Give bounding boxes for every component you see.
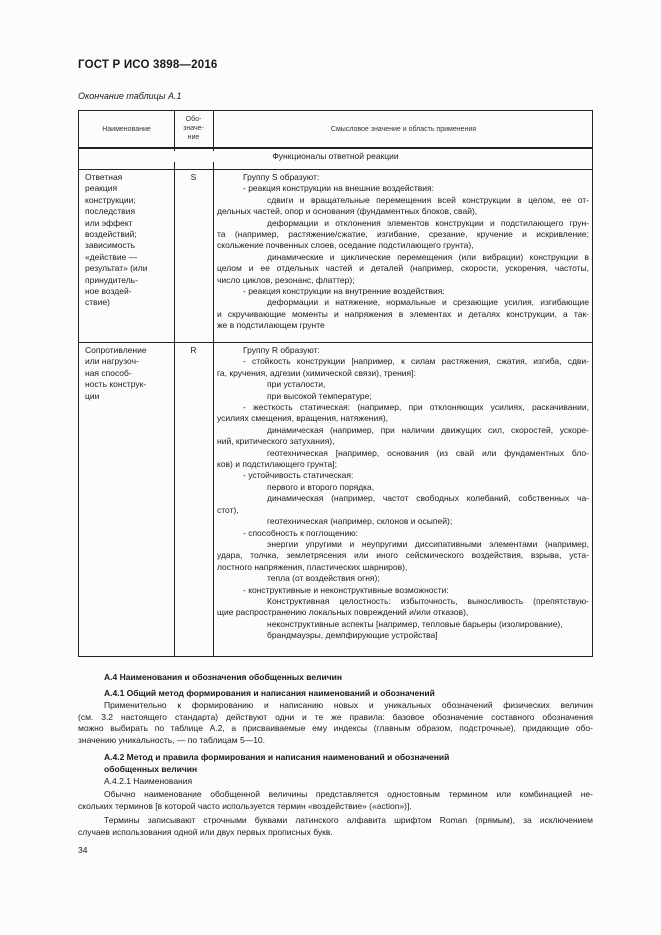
- meaning-line: геотехническая (например, склонов и осыпей);: [267, 516, 453, 527]
- name-line: зависимость: [85, 240, 136, 251]
- meaning-line: щие распространению локальных повреждений и/или отказов),: [217, 607, 469, 618]
- meaning-line: же в подстилающем грунте: [217, 320, 325, 331]
- name-line: воздействий;: [85, 229, 137, 240]
- column-divider: [213, 111, 214, 656]
- meaning-line: и скручивающие моменты и напряжения в элементах и деталях конструкции, а так-: [217, 308, 589, 319]
- meaning-line: - способность к поглощению:: [243, 527, 358, 538]
- meaning-line: дельных частей, опор и основания (фундаментных блоков, свай),: [217, 206, 478, 217]
- row2-meaning: [217, 345, 589, 642]
- page-number: 34: [78, 845, 88, 855]
- name-line: ции: [85, 390, 100, 401]
- meaning-line: динамическая (например, частот свободных колебаний, собственных ча-: [267, 493, 589, 504]
- name-line: результат» (или: [85, 263, 148, 274]
- meaning-line: деформации и отклонения элементов конструкции и подстилающего грун-: [267, 217, 589, 228]
- meaning-line: деформации и натяжение, нормальные и срезающие усилия, изгибающие: [267, 297, 589, 308]
- meaning-line: энергии упругими и неупругими диссипативными элементами (например,: [267, 538, 589, 549]
- meaning-line: - реакция конструкции на внутренние воздействия:: [243, 286, 445, 297]
- text-line: можно выбирать по таблице А.2, а присваиваемые ему индексы (главным образом, подстрочные), придающие обо-: [78, 723, 593, 734]
- text-line: скольких терминов [в которой часто используется термин «воздействие» («action»)].: [78, 800, 412, 811]
- col-header-name: Наименование: [102, 126, 151, 133]
- meaning-line: число циклов, резонанс, флаттер);: [217, 274, 355, 285]
- col-header-symbol: Обо- значе- ние: [183, 116, 204, 141]
- name-line: конструкции;: [85, 194, 136, 205]
- paragraph-a41: [78, 700, 593, 746]
- meaning-line: ний, критического затухания),: [217, 436, 335, 447]
- meaning-line: - устойчивость статическая:: [243, 470, 354, 481]
- meaning-line: при высокой температуре;: [267, 390, 372, 401]
- text-line: значению уникальность, — по таблицам 5—10.: [78, 734, 266, 745]
- meaning-line: тепла (от воздействия огня);: [267, 573, 380, 584]
- row2-name: [85, 345, 171, 402]
- text-line: (см. 3.2 настоящего стандарта) действуют одни и те же правила: базовое обозначение составного обозначения: [78, 711, 593, 722]
- section-heading-a41: А.4.1 Общий метод формирования и написания наименований и обозначений: [104, 688, 435, 698]
- section-divider: [79, 169, 592, 170]
- row1-name: [85, 172, 171, 309]
- text-line: случаев использования одной или двух первых прописных букв.: [78, 826, 333, 837]
- header-divider: [79, 147, 592, 149]
- name-line: ствие): [85, 297, 110, 308]
- text-line: Термины записывают строчными буквами латинского алфавита шрифтом Roman (прямым), за исключением: [104, 815, 593, 825]
- meaning-line: скольжение почвенных слоев, оседание подстилающего грунта),: [217, 240, 474, 251]
- name-line: ность конструк-: [85, 379, 147, 390]
- section-heading-a4: А.4 Наименования и обозначения обобщенных величин: [104, 672, 343, 682]
- paragraph-names: [78, 789, 593, 812]
- meaning-line: удара, толчка, землетрясения или иного сейсмического воздействия, взрыва, уста-: [217, 550, 589, 561]
- meaning-line: при усталости,: [267, 379, 326, 390]
- meaning-line: Группу S образуют:: [243, 172, 320, 182]
- column-divider: [174, 111, 175, 656]
- name-line: принудитель-: [85, 274, 138, 285]
- name-line: ная способ-: [85, 367, 132, 378]
- table-caption: Окончание таблицы А.1: [78, 91, 182, 101]
- meaning-line: динамические и циклические перемещения (или вибрации) конструкции в: [267, 251, 589, 262]
- text-line: Обычно наименование обобщенной величины представляется одностовным термином или комбинацией не-: [104, 789, 593, 799]
- heading-line: обобщенных величин: [104, 763, 198, 774]
- subsection-heading-a421: А.4.2.1 Наименования: [104, 776, 193, 786]
- meaning-line: первого и второго порядка,: [267, 481, 375, 492]
- meaning-line: неконструктивные аспекты [например, тепловые барьеры (изолирование),: [267, 618, 563, 629]
- row1-symbol: S: [190, 172, 197, 182]
- text-line: Применительно к формированию и написанию новых и уникальных обозначений физических величин: [104, 700, 593, 710]
- meaning-line: Конструктивная целостность: избыточность, выносливость (препятствую-: [267, 595, 589, 606]
- section-title: Функционалы ответной реакции: [79, 151, 592, 162]
- meaning-line: целом и ее отдельных частей и деталей (например, скорости, ускорения, частоты,: [217, 263, 589, 274]
- meaning-line: усилиях смещения, вращения, натяжения),: [217, 413, 389, 424]
- row1-meaning: [217, 172, 589, 332]
- name-line: последствия: [85, 206, 136, 217]
- name-line: Ответная: [85, 172, 123, 182]
- meaning-line: динамическая (например, при наличии движущих сил, скоростей, ускоре-: [267, 424, 589, 435]
- meaning-line: ков) и подстилающего грунта];: [217, 459, 337, 470]
- meaning-line: - реакция конструкции на внешние воздействия:: [243, 183, 435, 194]
- document-header: ГОСТ Р ИСО 3898—2016: [78, 59, 218, 71]
- col-header-meaning: Смысловое значение и область применения: [330, 126, 477, 133]
- meaning-line: - конструктивные и неконструктивные возможности:: [243, 584, 449, 595]
- meaning-line: - стойкость конструкции [например, к силам растяжения, сжатия, изгиба, сдви-: [243, 356, 589, 367]
- meaning-line: Группу R образуют:: [243, 345, 320, 355]
- table-a1: [78, 110, 593, 657]
- row2-symbol: R: [190, 345, 197, 355]
- meaning-line: га, кручения, адгезии (химической связи), трения]:: [217, 367, 416, 378]
- meaning-line: - жесткость статическая: (например, при отклоняющих усилиях, раскачивании,: [243, 402, 589, 413]
- meaning-line: стот),: [217, 504, 239, 515]
- meaning-line: сдвиги и вращательные перемещения всей конструкции в целом, ее от-: [267, 194, 589, 205]
- name-line: ное воздей-: [85, 286, 132, 297]
- heading-line: А.4.2 Метод и правила формирования и написания наименований и обозначений: [104, 752, 450, 762]
- meaning-line: брандмауэры, демпфирующие устройства]: [267, 630, 438, 641]
- section-heading-a42: [78, 752, 593, 775]
- paragraph-terms: [78, 815, 593, 838]
- name-line: или нагрузоч-: [85, 356, 139, 367]
- name-line: «действие —: [85, 251, 138, 262]
- row-divider: [79, 342, 592, 343]
- name-line: Сопротивление: [85, 345, 147, 355]
- meaning-line: геотехническая [например, основания (из свай или фундаментных бло-: [267, 447, 589, 458]
- meaning-line: лостного напряжения, пластических шарниров),: [217, 561, 408, 572]
- meaning-line: та (например, растяжение/сжатие, изгибание, срезание, кручение и искривление;: [217, 229, 589, 240]
- name-line: или эффект: [85, 217, 133, 228]
- name-line: реакция: [85, 183, 118, 194]
